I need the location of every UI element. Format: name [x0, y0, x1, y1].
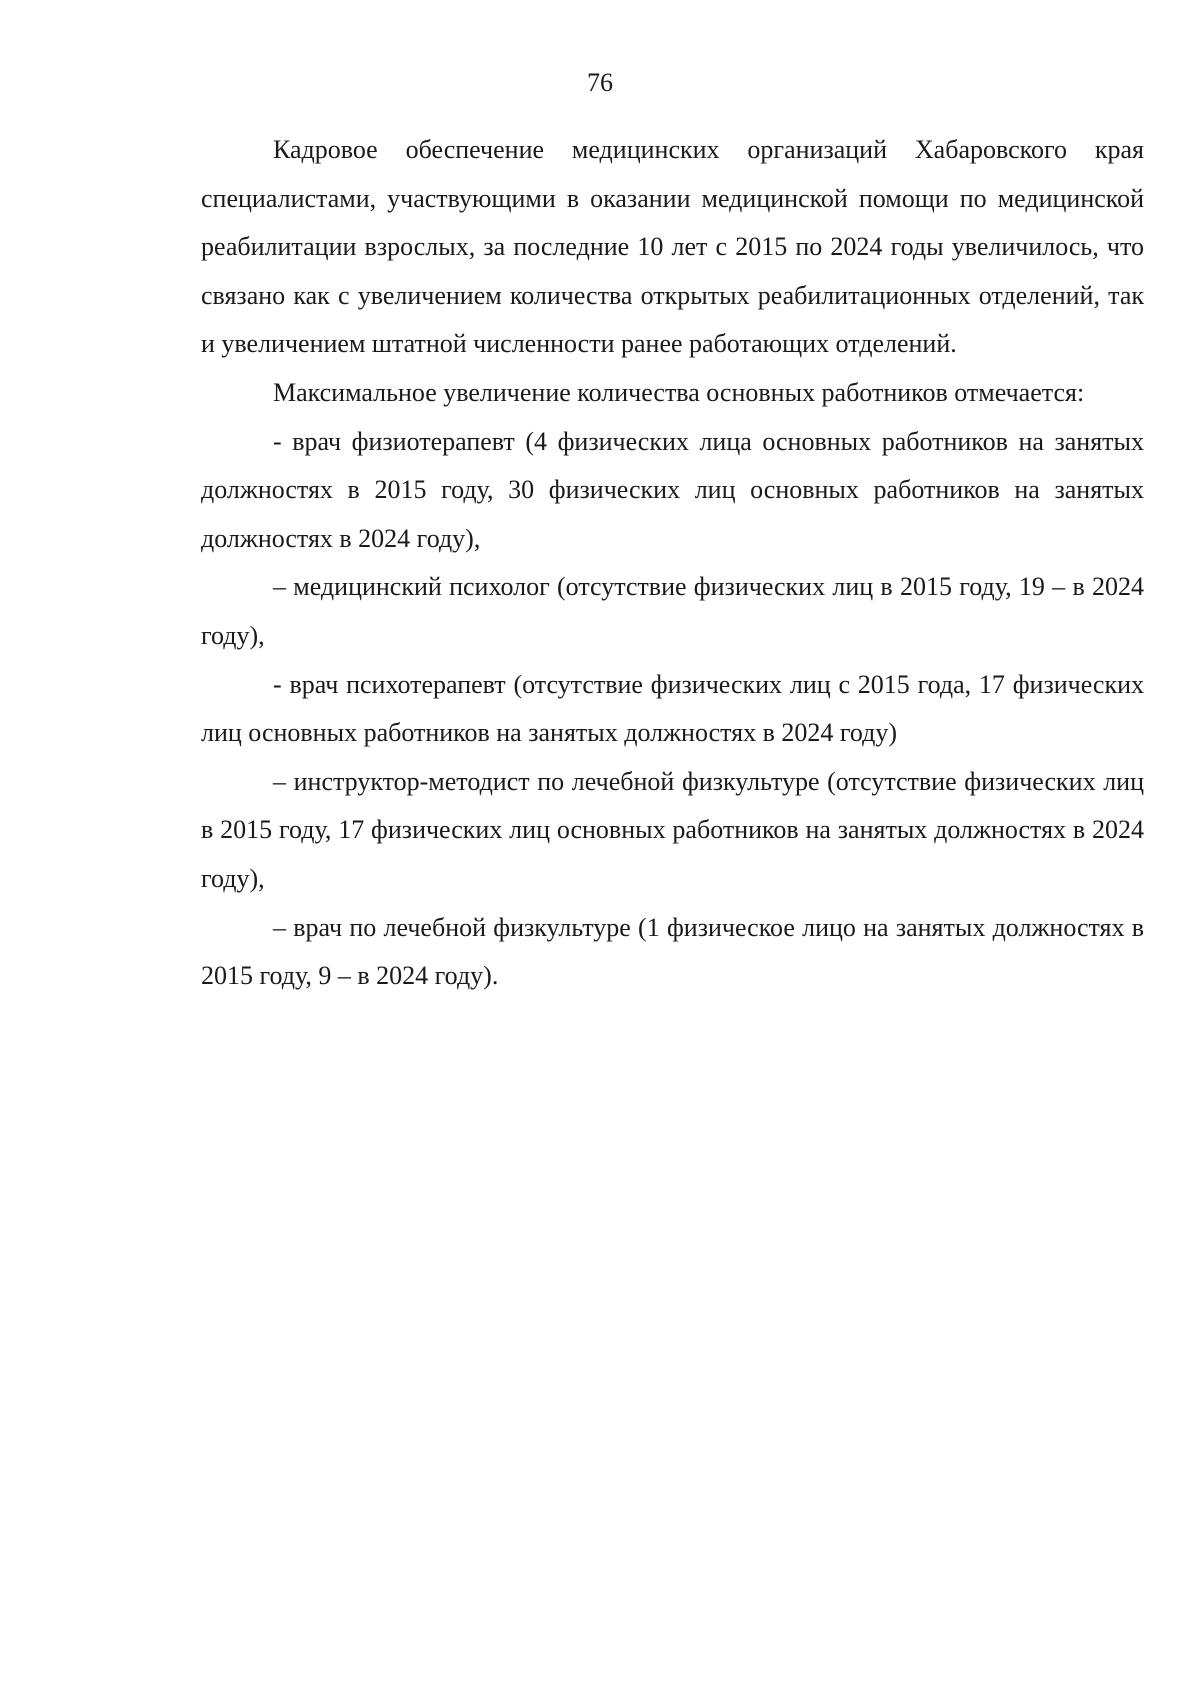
- list-item-exercise-therapy-instructor: – инструктор-методист по лечебной физкультуре (отсутствие физических лиц в 2015 году, 17 физических лиц основных работников на занятых должностях в 2024 году),: [201, 766, 1144, 893]
- page-number: 76: [587, 68, 613, 97]
- document-body: [201, 126, 1144, 1001]
- list-item-physiotherapist: - врач физиотерапевт (4 физических лица основных работников на занятых должностях в 2015 году, 30 физических лиц основных работников на занятых должностях в 2024 году),: [201, 426, 1144, 553]
- paragraph-staffing-overview: Кадровое обеспечение медицинских организаций Хабаровского края специалистами, участвующими в оказании медицинской помощи по медицинской реабилитации взрослых, за последние 10 лет с 2015 по 2024 годы увеличилось, что связано как с увеличением количества открытых реабилитационных отделений, так и увеличением штатной численности ранее работающих отделений.: [201, 135, 1144, 359]
- paragraph-max-increase-intro: Максимальное увеличение количества основных работников отмечается:: [273, 377, 1085, 407]
- list-item-medical-psychologist: – медицинский психолог (отсутствие физических лиц в 2015 году, 19 – в 2024 году),: [201, 572, 1144, 650]
- list-item-exercise-therapy-doctor: – врач по лечебной физкультуре (1 физическое лицо на занятых должностях в 2015 году, 9 – в 2024 году).: [201, 912, 1144, 991]
- list-item-psychotherapist: - врач психотерапевт (отсутствие физических лиц с 2015 года, 17 физических лиц основных работников на занятых должностях в 2024 году): [201, 669, 1144, 748]
